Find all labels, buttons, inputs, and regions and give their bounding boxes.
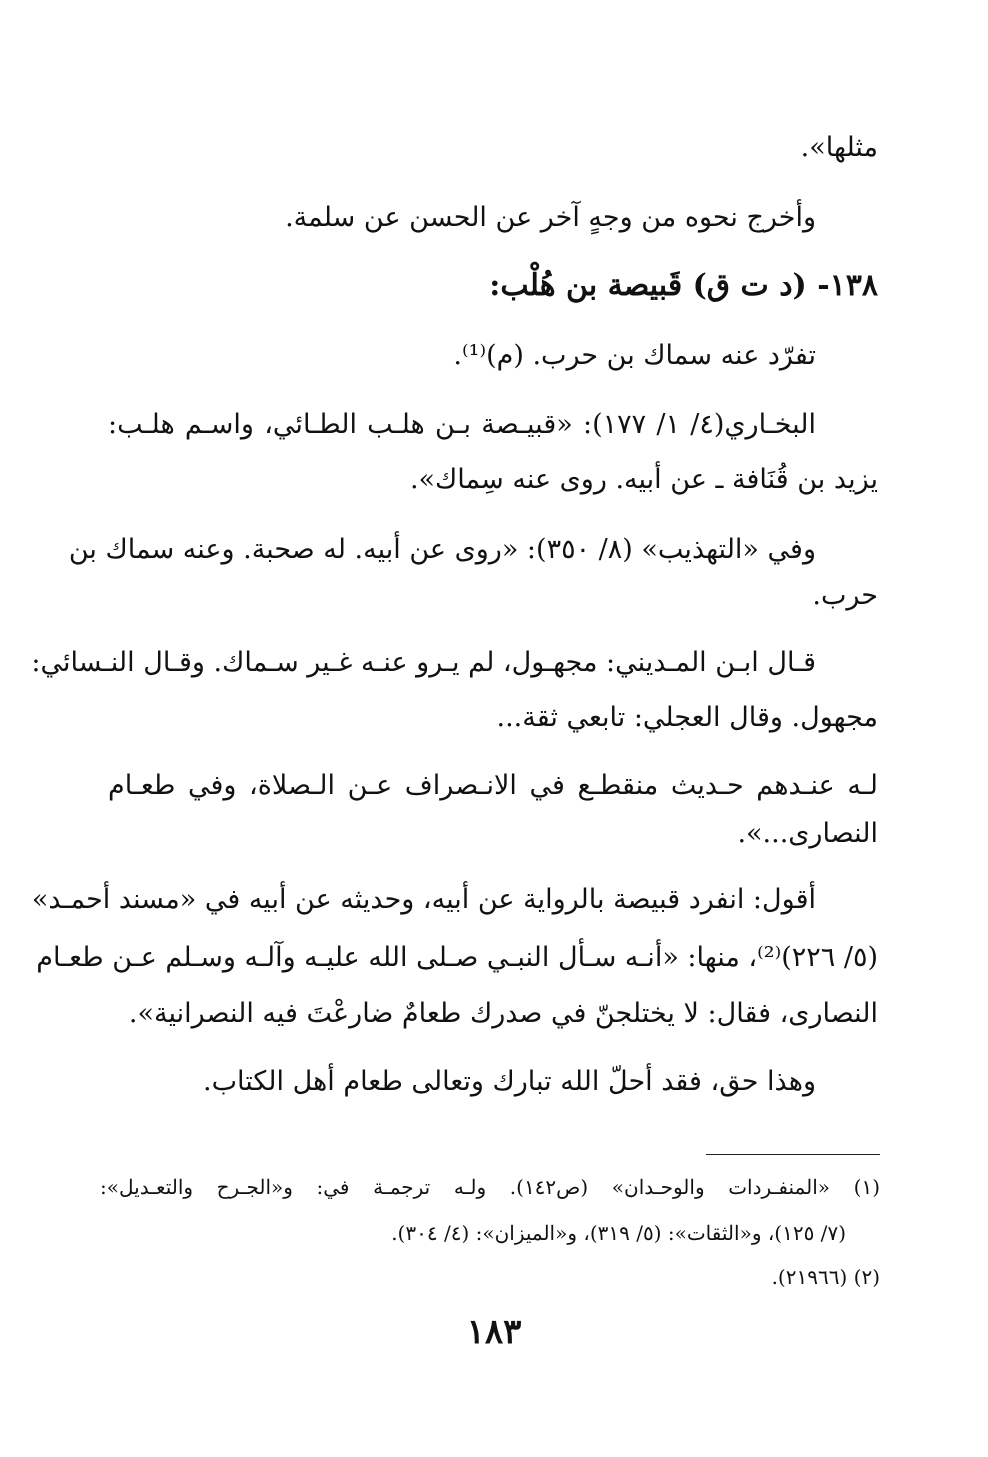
text-line: لـه عنـدهم حـديث منقطـع في الانـصراف عـن الـصلاة، وفي طعـام — [108, 770, 878, 801]
text-line: وفي «التهذيب» (٨/ ٣٥٠): «روى عن أبيه. له صحبة. وعنه سماك بن — [68, 534, 816, 565]
footnote-separator — [706, 1154, 880, 1155]
text-line: وأخرج نحوه من وجهٍ آخر عن الحسن عن سلمة. — [285, 202, 816, 233]
text-line: (٥/ ٢٢٦)⁽²⁾، منها: «أنـه سـأل النبـي صـلى الله عليـه وآلـه وسـلم عـن طعـام — [36, 942, 878, 973]
footnote-line: (١) «المنفـردات والوحـدان» (ص١٤٢). ولـه ترجمـة في: و«الجـرح والتعـديل»: — [100, 1175, 880, 1199]
footnote-line: (٧/ ١٢٥)، و«الثقات»: (٥/ ٣١٩)، و«الميزان»: (٤/ ٣٠٤). — [391, 1221, 846, 1245]
page-number: ١٨٣ — [466, 1312, 522, 1352]
text-line: النصارى...». — [737, 818, 878, 849]
entry-heading: ١٣٨- (د ت ق) قَبيصة بن هُلْب: — [489, 268, 878, 303]
text-line: أقول: انفرد قبيصة بالرواية عن أبيه، وحديثه عن أبيه في «مسند أحمـد» — [31, 884, 816, 915]
text-line: مجهول. وقال العجلي: تابعي ثقة... — [496, 702, 878, 733]
text-line: مثلها». — [800, 132, 878, 163]
text-line: النصارى، فقال: لا يختلجنّ في صدرك طعامٌ ضارعْتَ فيه النصرانية». — [128, 998, 878, 1029]
text-line: وهذا حق، فقد أحلّ الله تبارك وتعالى طعام أهل الكتاب. — [202, 1066, 816, 1097]
text-line: تفرّد عنه سماك بن حرب. (م)⁽¹⁾. — [453, 340, 816, 371]
text-line: يزيد بن قُنَافة ـ عن أبيه. روى عنه سِماك». — [409, 464, 878, 495]
text-line: قـال ابـن المـديني: مجهـول، لم يـرو عنـه غـير سـماك. وقـال النـسائي: — [31, 647, 816, 678]
text-line: البخـاري(٤/ ١/ ١٧٧): «قبيـصة بـن هلـب الطـائي، واسـم هلـب: — [108, 409, 817, 440]
footnote-line: (٢) (٢١٩٦٦). — [771, 1265, 880, 1289]
text-line: حرب. — [812, 580, 878, 611]
